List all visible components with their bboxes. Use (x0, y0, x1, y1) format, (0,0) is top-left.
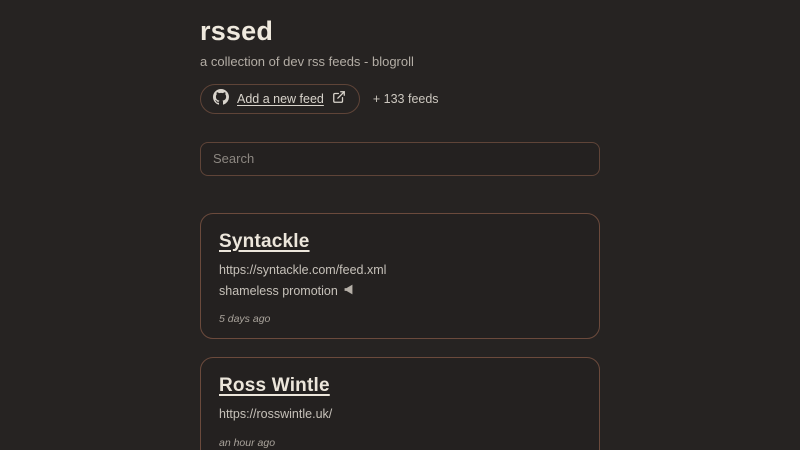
search-input[interactable] (200, 142, 600, 176)
megaphone-icon (343, 284, 354, 298)
external-link-icon (332, 90, 346, 107)
page-subtitle: a collection of dev rss feeds - blogroll (200, 53, 414, 69)
feed-url: https://rosswintle.uk/ (219, 406, 333, 421)
feed-description-text: shameless promotion (219, 283, 338, 298)
feed-title-link[interactable]: Syntackle (219, 230, 310, 252)
feed-url: https://syntackle.com/feed.xml (219, 262, 387, 277)
main-content (200, 0, 600, 450)
add-new-feed-label: Add a new feed (237, 91, 324, 106)
feed-title-link[interactable]: Ross Wintle (219, 374, 330, 396)
toolbar (200, 84, 600, 114)
feed-updated-time: an hour ago (219, 436, 276, 449)
feed-card (200, 357, 600, 450)
page-title: rssed (200, 16, 274, 46)
feed-description (219, 284, 581, 298)
feed-updated-time: 5 days ago (219, 312, 271, 325)
feed-count: + 133 feeds (372, 91, 439, 106)
add-new-feed-button[interactable] (200, 84, 360, 114)
feed-card (200, 213, 600, 339)
github-icon (213, 89, 229, 108)
